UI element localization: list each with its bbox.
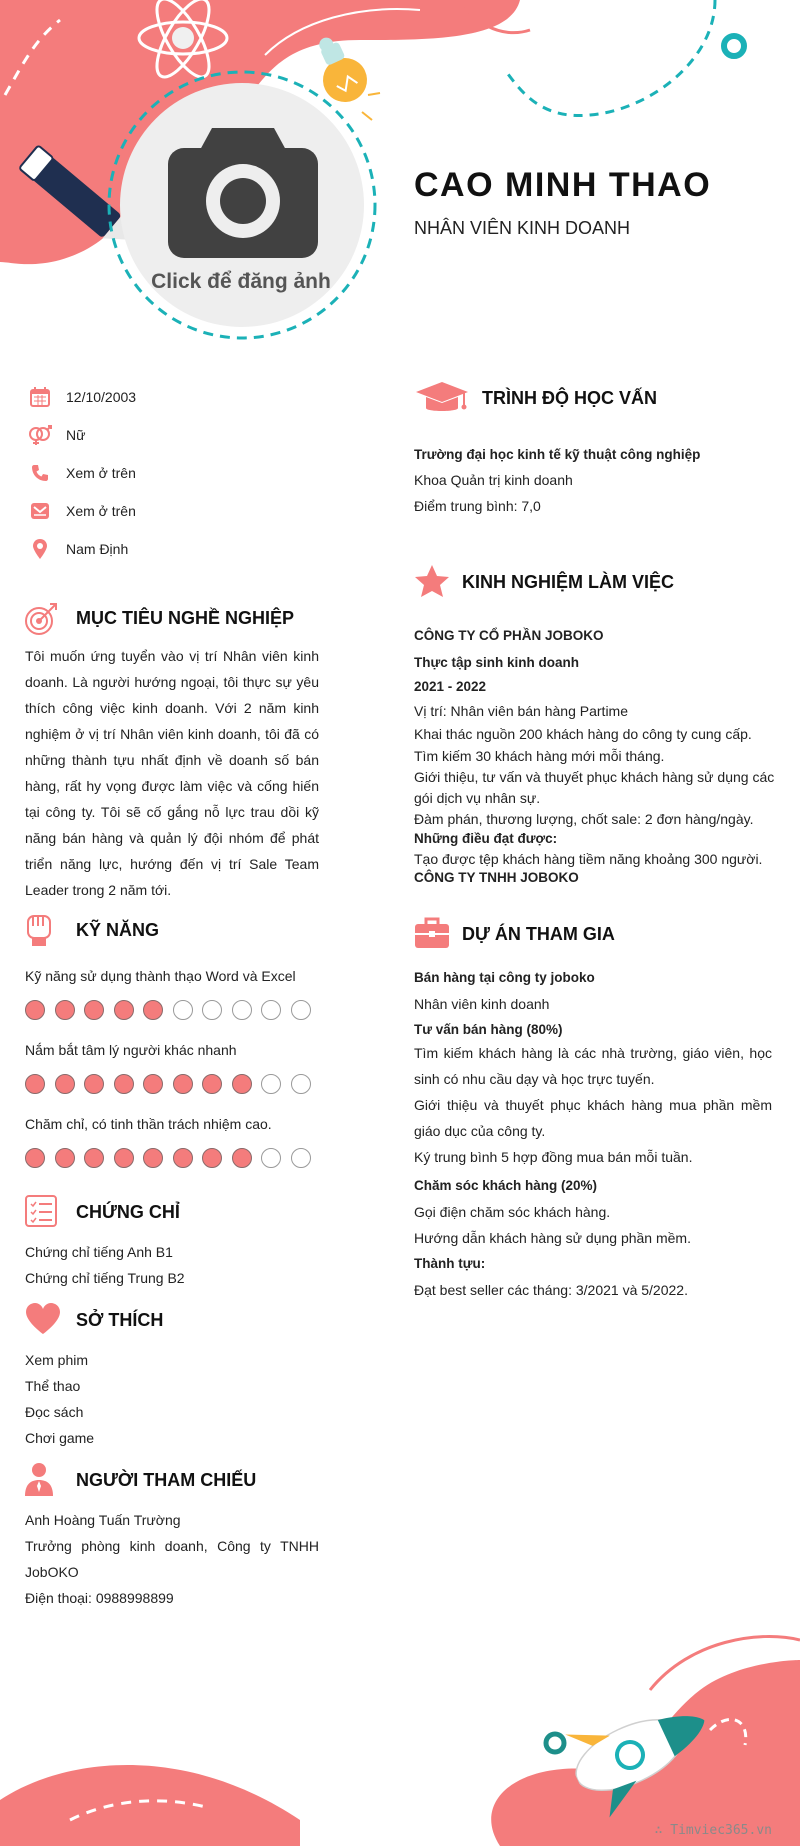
- candidate-name: CAO MINH THAO: [414, 166, 712, 204]
- faculty: Khoa Quản trị kinh doanh: [414, 472, 573, 488]
- gender-value: Nữ: [66, 427, 86, 443]
- certificate-item: Chứng chỉ tiếng Trung B2: [25, 1270, 185, 1286]
- info-email: [26, 498, 136, 524]
- rating-dot-empty: [291, 1148, 311, 1168]
- rating-dot-filled: [55, 1148, 75, 1168]
- rating-dot-filled: [25, 1148, 45, 1168]
- project-result: Đạt best seller các tháng: 3/2021 và 5/2022.: [414, 1282, 688, 1298]
- rating-dot-filled: [202, 1148, 222, 1168]
- rating-dot-empty: [291, 1000, 311, 1020]
- info-birthdate: [26, 384, 136, 410]
- rating-dot-empty: [291, 1074, 311, 1094]
- job-title: NHÂN VIÊN KINH DOANH: [414, 218, 631, 238]
- experience-line: Tìm kiếm 30 khách hàng mới mỗi tháng.: [414, 748, 665, 764]
- reference-phone: Điện thoại: 0988998899: [25, 1590, 174, 1606]
- calendar-icon: [26, 385, 54, 409]
- location-value: Nam Định: [66, 541, 129, 557]
- certificate-list-icon: [24, 1194, 64, 1230]
- birthdate-value: 12/10/2003: [66, 389, 137, 405]
- school-name: Trường đại học kinh tế kỹ thuật công nghiệp: [414, 447, 701, 462]
- certificates-heading: [24, 1194, 180, 1230]
- projects-title: DỰ ÁN THAM GIA: [462, 923, 615, 944]
- experience-line: Đàm phán, thương lượng, chốt sale: 2 đơn hàng/ngày.: [414, 811, 754, 827]
- experience-title: KINH NGHIỆM LÀM VIỆC: [462, 571, 675, 592]
- projects-heading: [414, 916, 615, 952]
- company-name: CÔNG TY CỔ PHẦN JOBOKO: [414, 628, 604, 643]
- target-icon: [24, 600, 64, 636]
- email-icon: [26, 499, 54, 523]
- hobbies-heading: [24, 1302, 163, 1338]
- project-result-label: Thành tựu:: [414, 1256, 486, 1271]
- rating-dot-filled: [25, 1000, 45, 1020]
- hobbies-title: SỞ THÍCH: [76, 1309, 164, 1330]
- rating-dot-filled: [143, 1000, 163, 1020]
- hobby-item: Thể thao: [25, 1378, 81, 1394]
- rating-dot-filled: [232, 1148, 252, 1168]
- rating-dot-filled: [143, 1074, 163, 1094]
- rating-dot-empty: [261, 1000, 281, 1020]
- rating-dot-filled: [114, 1000, 134, 1020]
- rating-dot-filled: [55, 1000, 75, 1020]
- fist-icon: [24, 912, 64, 948]
- skill-rating: [25, 1000, 320, 1020]
- reference-position: Trưởng phòng kinh doanh, Công ty TNHH JobOKO: [25, 1538, 319, 1580]
- project-task-title: Tư vấn bán hàng (80%): [414, 1022, 563, 1037]
- experience-line: Khai thác nguồn 200 khách hàng do công ty cung cấp.: [414, 726, 752, 742]
- hobby-item: Đọc sách: [25, 1404, 84, 1420]
- gender-icon: [26, 423, 54, 447]
- rating-dot-filled: [84, 1000, 104, 1020]
- experience-line: Vị trí: Nhân viên bán hàng Partime: [414, 703, 629, 719]
- experience-heading: [414, 564, 674, 600]
- project-task-title: Chăm sóc khách hàng (20%): [414, 1178, 598, 1193]
- rating-dot-filled: [84, 1148, 104, 1168]
- job-period: 2021 - 2022: [414, 679, 487, 694]
- job-role: Thực tập sinh kinh doanh: [414, 655, 580, 670]
- rating-dot-filled: [25, 1074, 45, 1094]
- rating-dot-filled: [114, 1074, 134, 1094]
- education-title: TRÌNH ĐỘ HỌC VẤN: [482, 387, 657, 408]
- objective-title: MỤC TIÊU NGHỀ NGHIỆP: [76, 607, 295, 628]
- watermark: ∴ Timviec365.vn: [654, 1823, 772, 1838]
- certificates-title: CHỨNG CHỈ: [76, 1201, 180, 1222]
- achievements-label: Những điều đạt được:: [414, 831, 558, 846]
- achievement-text: Tạo được tệp khách hàng tiềm năng khoảng 300 người.: [414, 851, 763, 867]
- rating-dot-empty: [202, 1000, 222, 1020]
- skills-heading: [24, 912, 159, 948]
- rating-dot-filled: [232, 1074, 252, 1094]
- rating-dot-filled: [202, 1074, 222, 1094]
- references-title: NGƯỜI THAM CHIẾU: [76, 1469, 257, 1490]
- rating-dot-filled: [55, 1074, 75, 1094]
- rating-dot-filled: [84, 1074, 104, 1094]
- skill-label: Nắm bắt tâm lý người khác nhanh: [25, 1042, 237, 1058]
- briefcase-icon: [414, 916, 452, 952]
- objective-text: Tôi muốn ứng tuyển vào vị trí Nhân viên kinh doanh. Là người hướng ngoại, tôi thực sự yêu thích công việc kinh doanh. Với 2 năm kinh nghiệm ở vị trí Nhân viên kinh doanh, tôi đã có những thành tựu nhất định về doanh số bán hàng, rất hy vọng được làm việc và cống hiến tại công ty. Tôi sẽ cố gắng nỗ lực trau dồi kỹ năng bán hàng và quản lý đội nhóm để phát triển năng lực, hướng đến vị trí Sale Team Leader trong 2 năm tới.: [25, 648, 319, 898]
- project-task-line: Ký trung bình 5 hợp đồng mua bán mỗi tuần.: [414, 1149, 693, 1165]
- skill-label: Kỹ năng sử dụng thành thạo Word và Excel: [25, 968, 296, 984]
- gpa: Điểm trung bình: 7,0: [414, 498, 541, 514]
- info-gender: [26, 422, 85, 448]
- objective-heading: [24, 600, 294, 636]
- heart-icon: [24, 1302, 64, 1338]
- skill-rating: [25, 1074, 320, 1094]
- rating-dot-empty: [261, 1074, 281, 1094]
- rating-dot-filled: [173, 1074, 193, 1094]
- email-value: Xem ở trên: [66, 503, 136, 519]
- project-name: Bán hàng tại công ty joboko: [414, 970, 595, 985]
- project-task-line: Hướng dẫn khách hàng sử dụng phần mềm.: [414, 1230, 691, 1246]
- references-heading: [24, 1462, 256, 1498]
- hobby-item: Chơi game: [25, 1430, 95, 1446]
- phone-icon: [26, 461, 54, 485]
- project-task-line: Tìm kiếm khách hàng là các nhà trường, giáo viên, học sinh có nhu cầu dạy và học trực tuyến.: [414, 1045, 772, 1087]
- hobby-item: Xem phim: [25, 1352, 89, 1368]
- rating-dot-filled: [114, 1148, 134, 1168]
- location-pin-icon: [26, 537, 54, 561]
- skill-rating: [25, 1148, 320, 1168]
- experience-line: gói dịch vụ nhân sự.: [414, 790, 541, 806]
- info-location: [26, 536, 128, 562]
- person-icon: [24, 1462, 64, 1498]
- rating-dot-empty: [261, 1148, 281, 1168]
- rating-dot-filled: [173, 1148, 193, 1168]
- rating-dot-empty: [173, 1000, 193, 1020]
- rating-dot-filled: [143, 1148, 163, 1168]
- skills-title: KỸ NĂNG: [76, 919, 160, 940]
- project-role: Nhân viên kinh doanh: [414, 996, 550, 1012]
- reference-name: Anh Hoàng Tuấn Trường: [25, 1512, 181, 1528]
- info-phone: [26, 460, 136, 486]
- photo-upload-hint[interactable]: Click để đăng ảnh: [151, 270, 331, 293]
- company-name-2: CÔNG TY TNHH JOBOKO: [414, 870, 579, 885]
- rating-dot-empty: [232, 1000, 252, 1020]
- graduation-cap-icon: [414, 380, 472, 416]
- phone-value: Xem ở trên: [66, 465, 136, 481]
- project-task-line: Gọi điện chăm sóc khách hàng.: [414, 1204, 611, 1220]
- education-heading: [414, 380, 657, 416]
- skill-label: Chăm chỉ, có tinh thần trách nhiệm cao.: [25, 1116, 272, 1132]
- experience-line: Giới thiệu, tư vấn và thuyết phục khách hàng sử dụng các: [414, 769, 775, 785]
- star-icon: [414, 564, 452, 600]
- certificate-item: Chứng chỉ tiếng Anh B1: [25, 1244, 173, 1260]
- project-task-line: Giới thiệu và thuyết phục khách hàng mua phần mềm giáo dục của công ty.: [414, 1097, 772, 1139]
